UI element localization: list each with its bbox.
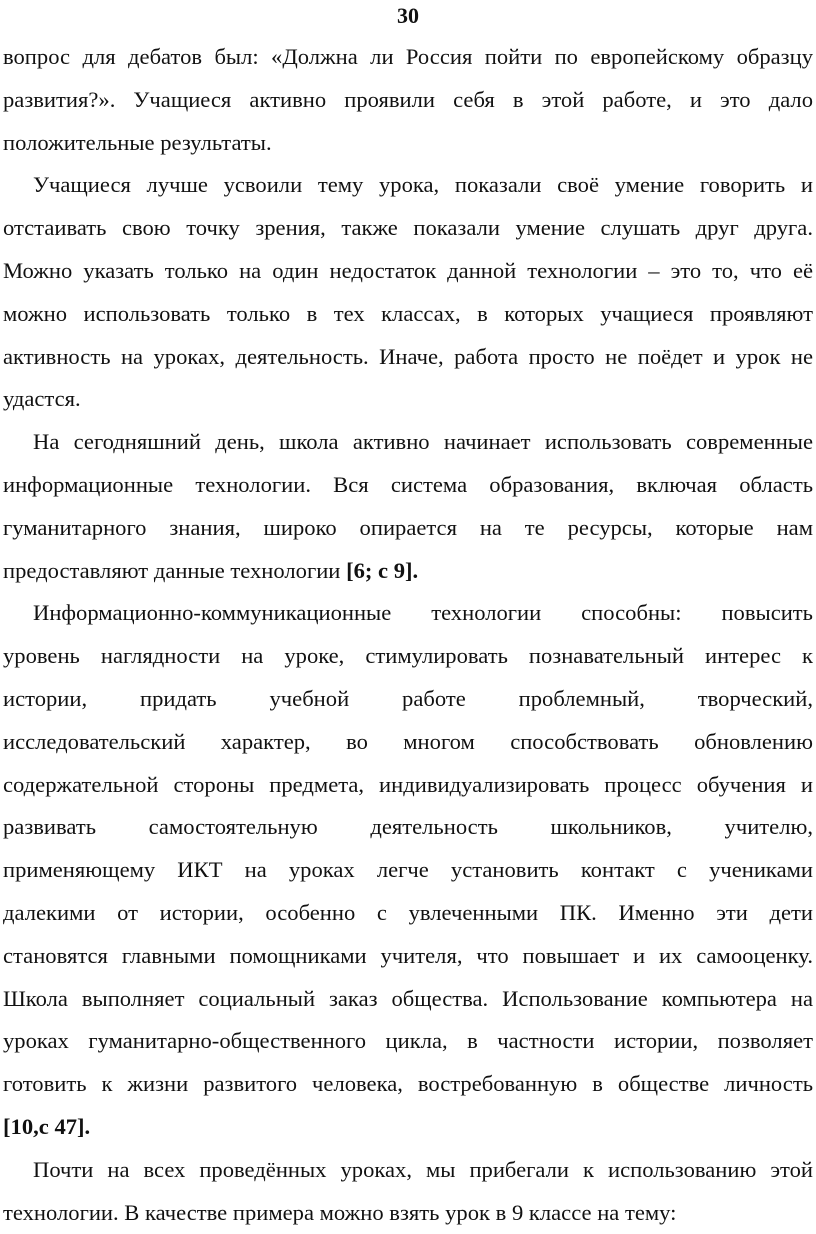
- paragraph-4: [3, 592, 813, 1148]
- text-line: развивать самостоятельную деятельность школьников, учителю,: [3, 814, 813, 840]
- text-line: применяющему ИКТ на уроках легче установить контакт с учениками: [3, 857, 813, 883]
- text-line: Можно указать только на один недостаток данной технологии – это то, что её: [3, 257, 813, 283]
- citation-reference: [6; с 9].: [346, 557, 419, 583]
- text-line: удастся.: [3, 386, 81, 412]
- text-line: можно использовать только в тех классах, в которых учащиеся проявляют: [3, 300, 813, 326]
- text-line: Школа выполняет социальный заказ общества. Использование компьютера на: [3, 985, 813, 1011]
- citation-reference: [10,с 47].: [3, 1113, 91, 1139]
- paragraph-1: [3, 36, 813, 164]
- text-line-content: предоставляют данные технологии: [3, 557, 341, 583]
- text-line: содержательной стороны предмета, индивидуализировать процесс обучения и: [3, 771, 813, 797]
- text-line: уроках гуманитарно-общественного цикла, в частности истории, позволяет: [3, 1028, 813, 1054]
- page-number: 30: [397, 3, 419, 28]
- text-line: развития?». Учащиеся активно проявили себя в этой работе, и это дало: [3, 86, 813, 112]
- document-body: [3, 36, 813, 1234]
- text-line: вопрос для дебатов был: «Должна ли Россия пойти по европейскому образцу: [3, 44, 813, 69]
- text-line: [3, 550, 813, 593]
- text-line: Учащиеся лучше усвоили тему урока, показали своё умение говорить и: [33, 172, 813, 198]
- text-line: активность на уроках, деятельность. Иначе, работа просто не поёдет и урок не: [3, 343, 813, 369]
- text-line: Информационно-коммуникационные технологии способны: повысить: [33, 600, 813, 626]
- text-line: уровень наглядности на уроке, стимулировать познавательный интерес к: [3, 643, 813, 669]
- text-line: отстаивать свою точку зрения, также показали умение слушать друг друга.: [3, 215, 813, 241]
- text-line: становятся главными помощниками учителя, что повышает и их самооценку.: [3, 942, 813, 968]
- text-line: истории, придать учебной работе проблемный, творческий,: [3, 685, 813, 711]
- paragraph-5: [3, 1149, 813, 1234]
- paragraph-2: [3, 164, 813, 421]
- text-line: информационные технологии. Вся система образования, включая область: [3, 471, 813, 497]
- text-line: готовить к жизни развитого человека, востребованную в обществе личность: [3, 1071, 813, 1097]
- text-line: положительные результаты.: [3, 129, 272, 155]
- paragraph-3: [3, 421, 813, 592]
- text-line: технологии. В качестве примера можно взять урок в 9 классе на тему:: [3, 1199, 677, 1225]
- text-line: Почти на всех проведённых уроках, мы прибегали к использованию этой: [33, 1156, 813, 1182]
- text-line: На сегодняшний день, школа активно начинает использовать современные: [33, 429, 813, 455]
- text-line: далекими от истории, особенно с увлеченными ПК. Именно эти дети: [3, 899, 813, 925]
- text-line: гуманитарного знания, широко опирается на те ресурсы, которые нам: [3, 514, 813, 540]
- text-line: исследовательский характер, во многом способствовать обновлению: [3, 728, 813, 754]
